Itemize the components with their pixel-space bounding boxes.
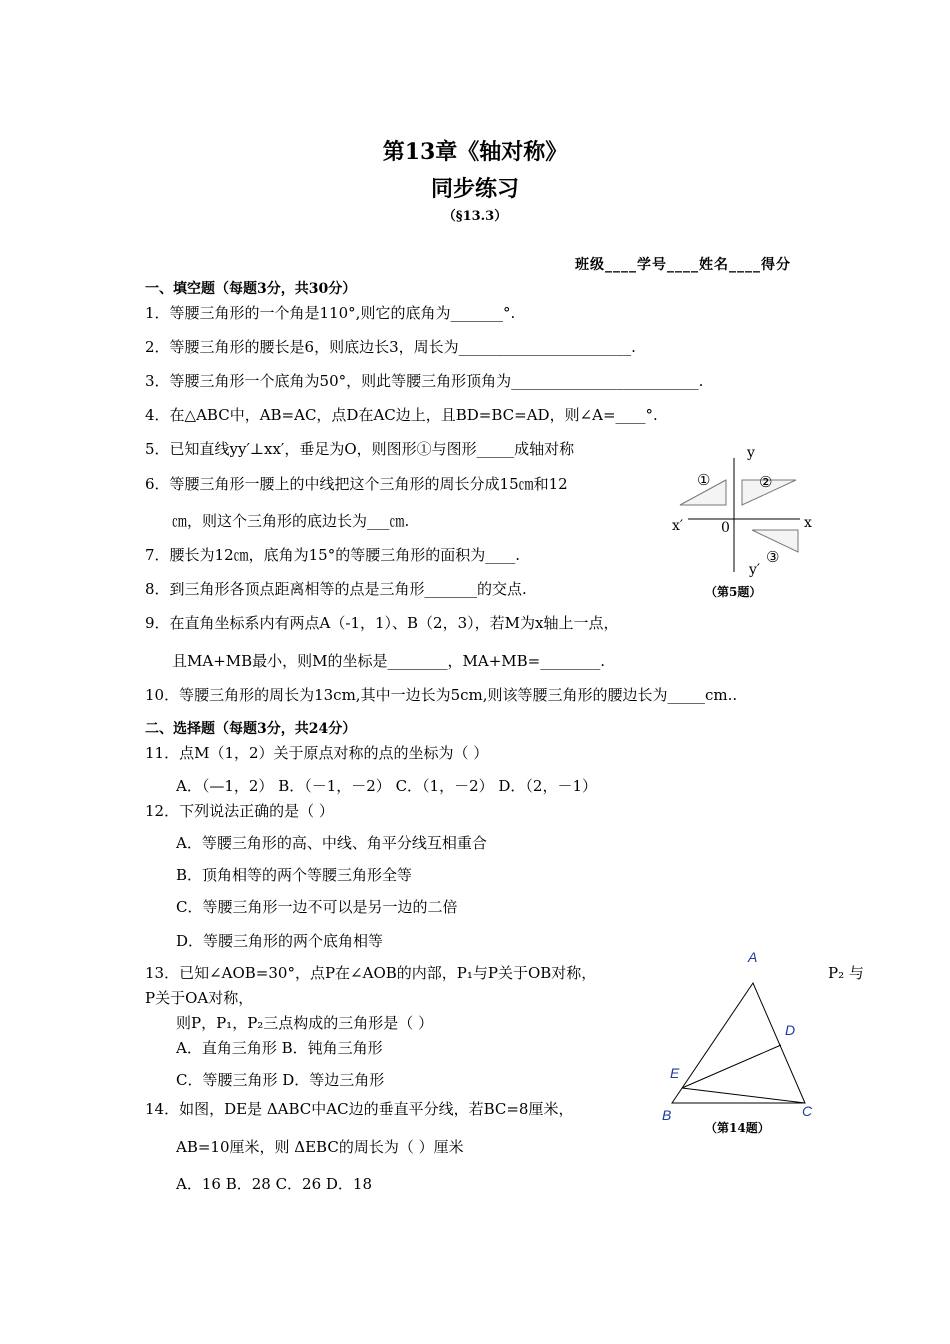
- question-5: 5．已知直线yy′⊥xx′，垂足为O，则图形①与图形_____成轴对称: [145, 440, 575, 458]
- question-14-line2: AB=10厘米，则 ΔEBC的周长为（ ）厘米: [176, 1138, 464, 1156]
- vertex-b-label: B: [662, 1107, 672, 1123]
- question-1: 1．等腰三角形的一个角是110°,则它的底角为_______°.: [145, 304, 516, 322]
- question-3: 3．等腰三角形一个底角为50°，则此等腰三角形顶角为_________________________.: [145, 372, 704, 390]
- page-subtitle: 同步练习: [430, 176, 519, 202]
- question-12-option-c: C．等腰三角形一边不可以是另一边的二倍: [176, 898, 458, 916]
- point-d-label: D: [785, 1022, 796, 1038]
- question-9-line1: 9．在直角坐标系内有两点A（-1，1）、B（2，3），若M为x轴上一点，: [145, 614, 619, 632]
- section-number: （§13.3）: [442, 209, 508, 224]
- question-12-option-b: B．顶角相等的两个等腰三角形全等: [176, 866, 413, 884]
- origin-label: 0: [721, 520, 730, 536]
- x-axis-label: x: [804, 515, 812, 531]
- vertex-a-label: A: [748, 949, 758, 965]
- y-prime-label: y′: [749, 562, 761, 578]
- section2-heading: 二、选择题（每题3分，共24分）: [145, 721, 357, 737]
- question-4: 4．在△ABC中，AB=AC，点D在AC边上，且BD=BC=AD，则∠A=____°.: [145, 406, 658, 424]
- question-12: 12．下列说法正确的是（ ）: [145, 802, 334, 820]
- question-13-options-cd: C．等腰三角形 D．等边三角形: [176, 1071, 385, 1089]
- question-6-line1: 6．等腰三角形一腰上的中线把这个三角形的周长分成15㎝和12: [145, 475, 568, 493]
- question-13-line1: 13．已知∠AOB=30°，点P在∠AOB的内部，P₁与P关于OB对称，: [145, 964, 597, 982]
- section1-heading: 一、填空题（每题3分，共30分）: [145, 281, 357, 297]
- question-11-options: A．（—1，2） B．（－1，－2） C．（1，－2） D．（2，－1）: [176, 777, 598, 795]
- question-10: 10．等腰三角形的周长为13cm,其中一边长为5cm,则该等腰三角形的腰边长为_____cm..: [145, 686, 738, 704]
- y-axis-label: y: [747, 445, 755, 461]
- shape-1-label: ①: [697, 471, 711, 489]
- question-6-line2: ㎝，则这个三角形的底边长为___㎝.: [172, 512, 410, 530]
- question-13-line3: 则P，P₁，P₂三点构成的三角形是（ ）: [176, 1014, 434, 1032]
- vertex-c-label: C: [802, 1103, 813, 1119]
- question-13-options-ab: A．直角三角形 B．钝角三角形: [176, 1039, 383, 1057]
- question-8: 8．到三角形各顶点距离相等的点是三角形_______的交点.: [145, 580, 527, 598]
- figure-question-14: [660, 945, 830, 1140]
- triangle-abc: [672, 983, 805, 1103]
- segment-ec: [682, 1088, 805, 1103]
- question-11: 11．点M（1，2）关于原点对称的点的坐标为（ ）: [145, 744, 489, 762]
- page-title: 第13章《轴对称》: [382, 139, 568, 165]
- question-2: 2．等腰三角形的腰长是6，则底边长3，周长为_______________________.: [145, 338, 636, 356]
- question-13-line1-tail: P₂ 与: [828, 964, 864, 982]
- figure-14-caption: （第14题）: [705, 1121, 770, 1135]
- figure-question-5: [660, 440, 830, 605]
- figure-5-caption: （第5题）: [705, 585, 762, 599]
- question-9-line2: 且MA+MB最小，则M的坐标是________，MA+MB=________.: [172, 652, 605, 670]
- question-14-line1: 14．如图，DE是 ΔABC中AC边的垂直平分线，若BC=8厘米，: [145, 1100, 574, 1118]
- question-13-line2: P关于OA对称，: [145, 989, 254, 1007]
- point-e-label: E: [670, 1065, 680, 1081]
- shape-3-label: ③: [766, 548, 780, 566]
- question-12-option-a: A．等腰三角形的高、中线、角平分线互相重合: [176, 834, 487, 852]
- x-prime-label: x′: [672, 518, 684, 534]
- student-info-line: 班级____学号____姓名____得分: [575, 257, 791, 273]
- question-7: 7．腰长为12㎝，底角为15°的等腰三角形的面积为____.: [145, 546, 520, 564]
- shape-2-label: ②: [759, 473, 773, 491]
- question-14-options: A．16 B．28 C．26 D．18: [176, 1175, 373, 1193]
- question-12-option-d: D．等腰三角形的两个底角相等: [176, 932, 384, 950]
